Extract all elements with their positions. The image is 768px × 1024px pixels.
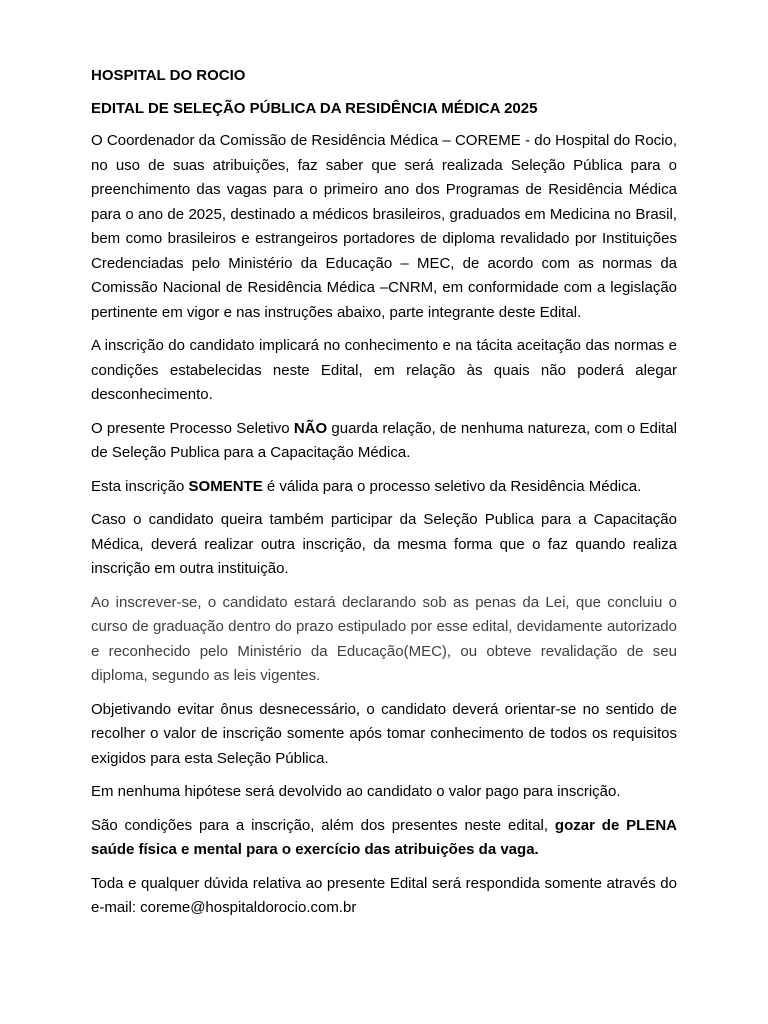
emphasis-health-condition: gozar de PLENA saúde física e mental para o exercício das atribuições da vaga. xyxy=(91,816,678,858)
paragraph-avoid-costs: Objetivando evitar ônus desnecessário, o candidato deverá orientar-se no sentido de recolher o valor de inscrição somente após tomar conhecimento de todos os requisitos exigidos para esta Seleção Pública. xyxy=(91,700,677,767)
paragraph-declaration: Ao inscrever-se, o candidato estará declarando sob as penas da Lei, que concluiu o curso de graduação dentro do prazo estipulado por esse edital, devidamente autorizado e reconhecido pelo Ministério da Educação(MEC), ou obteve revalidação de seu diploma, segundo as leis vigentes. xyxy=(91,593,677,684)
paragraph-inscription-acceptance: A inscrição do candidato implicará no conhecimento e na tácita aceitação das normas e condições estabelecidas neste Edital, em relação às quais não poderá alegar desconhecimento. xyxy=(91,337,677,403)
document-page xyxy=(91,64,677,930)
paragraph-no-refund: Em nenhuma hipótese será devolvido ao candidato o valor pago para inscrição. xyxy=(91,783,621,800)
paragraph-only-valid-end: é válida para o processo seletivo da Residência Médica. xyxy=(262,477,642,495)
edital-title-heading: EDITAL DE SELEÇÃO PÚBLICA DA RESIDÊNCIA MÉDICA 2025 xyxy=(91,99,538,117)
paragraph-capacitacao-option: Caso o candidato queira também participar da Seleção Publica para a Capacitação Médica, deverá realizar outra inscrição, da mesma forma que o faz quando realiza inscrição em outra instituição. xyxy=(91,511,677,577)
hospital-name-heading: HOSPITAL DO ROCIO xyxy=(91,67,246,84)
paragraph-coordinator-announcement: O Coordenador da Comissão de Residência Médica – COREME - do Hospital do Rocio, no uso de suas atribuições, faz saber que será realizada Seleção Pública para o preenchimento das vagas para o primeiro ano dos Programas de Residência Médica para o ano de 2025, destinado a médicos brasileiros, graduados em Medicina no Brasil, bem como brasileiros e estrangeiros portadores de diploma revalidado por Instituições Credenciadas pelo Ministério da Educação – MEC, de acordo com as normas da Comissão Nacional de Residência Médica –CNRM, em conformidade com a legislação pertinente em vigor e nas instruções abaixo, parte integrante deste Edital. xyxy=(91,132,677,321)
paragraph-only-valid-start: Esta inscrição xyxy=(91,477,189,495)
paragraph-conditions xyxy=(91,814,677,863)
emphasis-somente: SOMENTE xyxy=(188,477,263,495)
paragraph-only-valid xyxy=(91,475,677,500)
paragraph-no-relation-start: O presente Processo Seletivo xyxy=(91,419,294,437)
paragraph-no-relation xyxy=(91,417,677,466)
paragraph-contact-email: Toda e qualquer dúvida relativa ao presente Edital será respondida somente através do e-mail: coreme@hospitaldorocio.com.br xyxy=(91,874,677,916)
emphasis-nao: NÃO xyxy=(293,419,328,437)
paragraph-conditions-start: São condições para a inscrição, além dos presentes neste edital, xyxy=(91,816,555,834)
paragraph-no-relation-end: guarda relação, de nenhuma natureza, com o Edital de Seleção Publica para a Capacitação Médica. xyxy=(91,419,677,461)
